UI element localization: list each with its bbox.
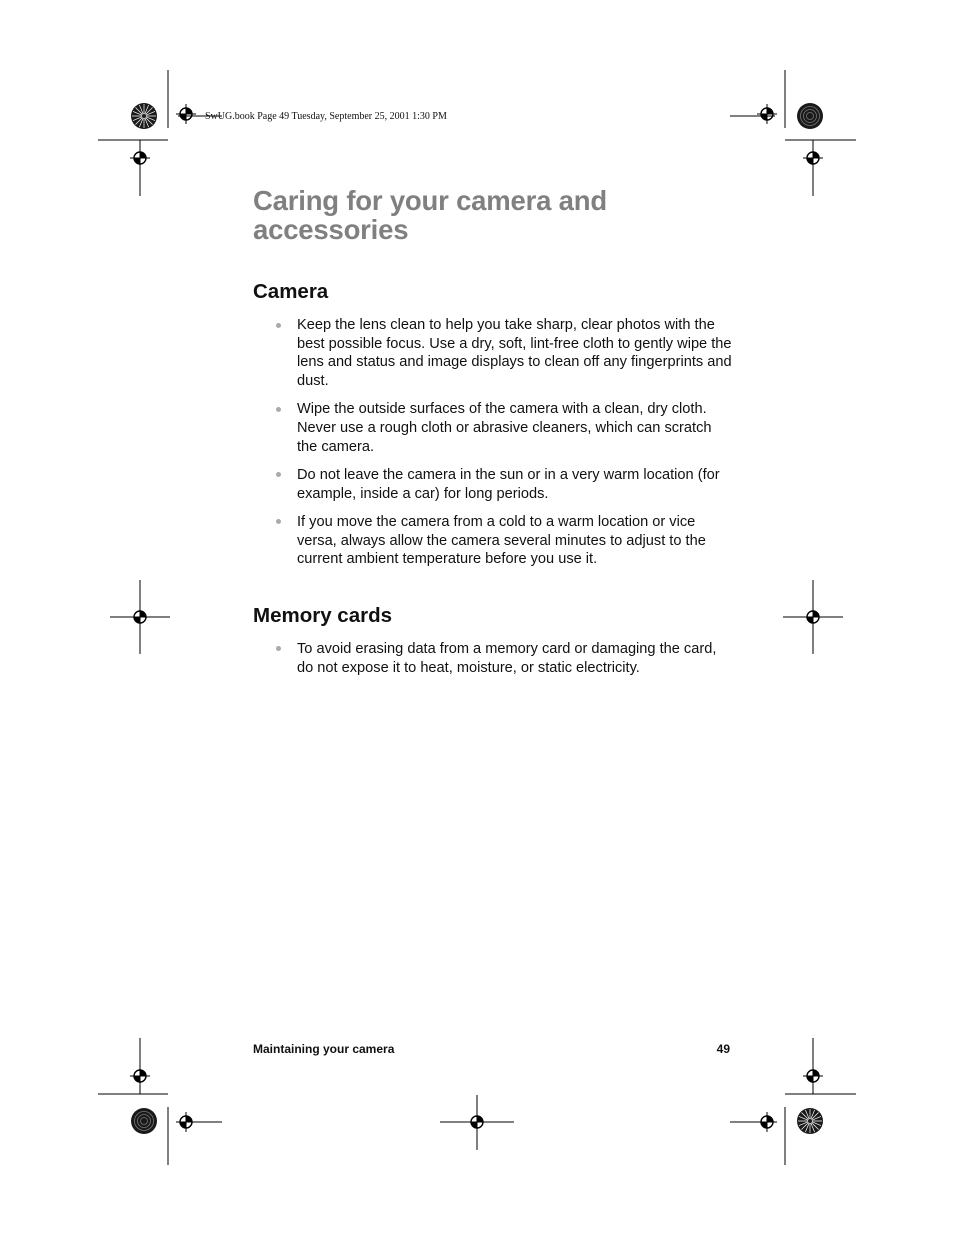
section-heading-memory-cards: Memory cards <box>253 603 393 627</box>
list-item-text: Do not leave the camera in the sun or in a very warm location (for example, inside a car) for long periods. <box>297 466 720 502</box>
bullet-icon <box>276 472 281 477</box>
page-title <box>253 186 733 244</box>
list-item-text: Wipe the outside surfaces of the camera with a clean, dry cloth. Never use a rough cloth or abrasive cleaners, which can scratch the camera. <box>297 401 712 455</box>
footer-chapter-title: Maintaining your camera <box>253 1042 395 1056</box>
list-item <box>253 400 733 456</box>
list-item-text: Keep the lens clean to help you take sharp, clear photos with the best possible focus. Use a dry, soft, lint-free cloth to gently wipe the lens and status and image displays to clean off any fingerprints and dust. <box>297 317 732 390</box>
list-item-text: If you move the camera from a cold to a warm location or vice versa, always allow the camera several minutes to adjust to the current ambient temperature before you use it. <box>297 513 706 568</box>
bullet-icon <box>276 407 281 412</box>
camera-care-list <box>253 316 733 569</box>
page-content <box>253 186 733 687</box>
memory-card-care-list <box>253 640 733 677</box>
footer-page-number: 49 <box>716 1042 730 1056</box>
list-item <box>253 466 733 503</box>
print-slug: SwUG.book Page 49 Tuesday, September 25, 2001 1:30 PM <box>205 111 447 122</box>
list-item-text: To avoid erasing data from a memory card or damaging the card, do not expose it to heat, moisture, or static electricity. <box>297 640 717 676</box>
bullet-icon <box>276 519 281 524</box>
page-title-line-2: accessories <box>253 214 409 245</box>
list-item <box>253 316 733 391</box>
list-item <box>253 640 733 677</box>
page-title-line-1: Caring for your camera and <box>253 185 607 216</box>
bullet-icon <box>276 646 281 651</box>
section-heading-camera: Camera <box>253 280 329 303</box>
list-item <box>253 513 733 569</box>
bullet-icon <box>276 323 281 328</box>
